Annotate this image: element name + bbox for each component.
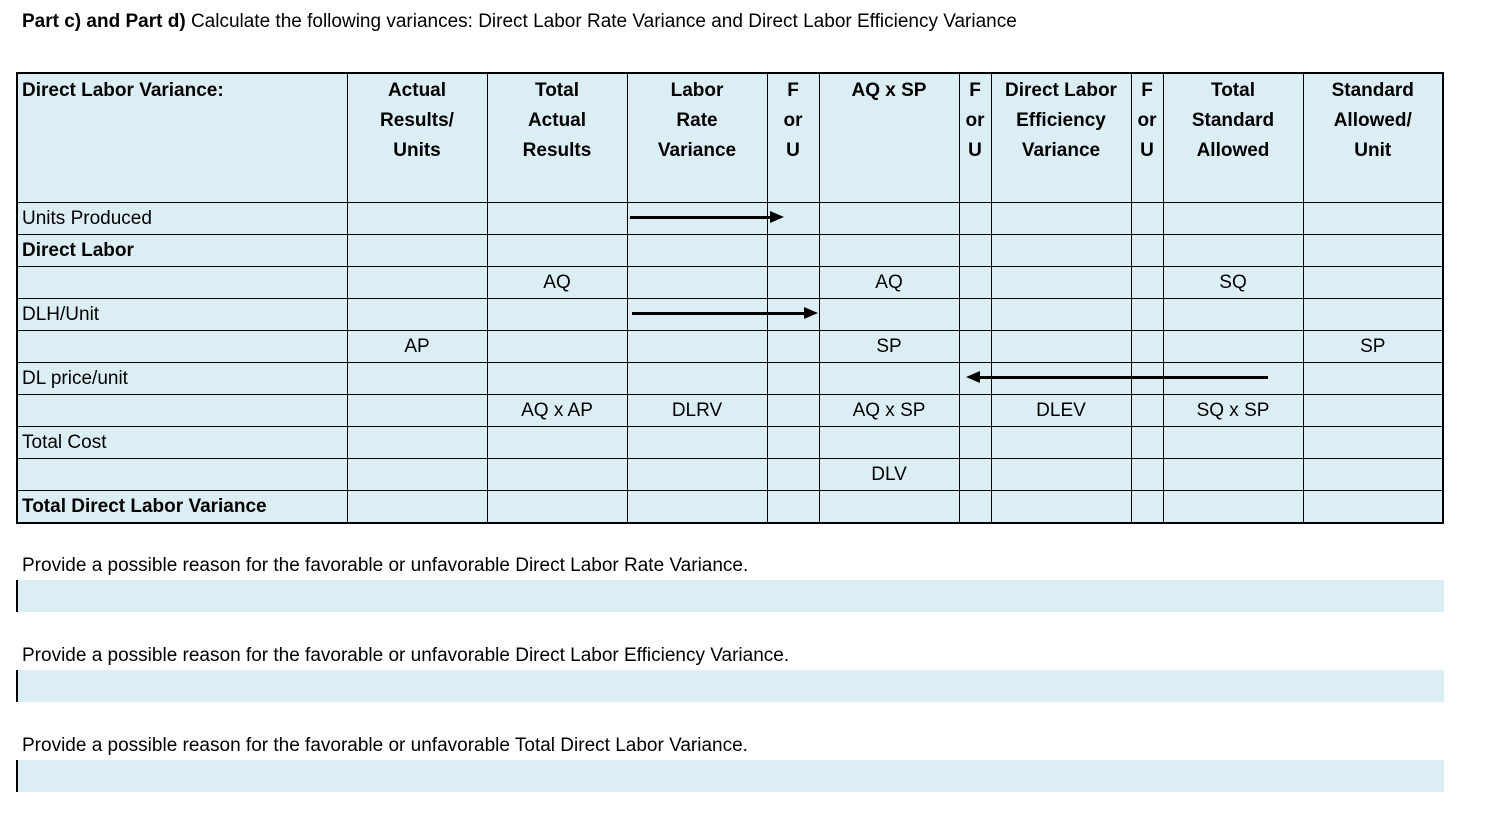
table-cell[interactable] bbox=[991, 203, 1131, 235]
table-cell[interactable] bbox=[627, 491, 767, 524]
table-row bbox=[17, 459, 1443, 491]
table-cell[interactable] bbox=[1303, 491, 1443, 524]
table-cell[interactable]: AQ x AP bbox=[487, 395, 627, 427]
table-cell[interactable] bbox=[487, 363, 627, 395]
table-cell[interactable] bbox=[1131, 395, 1163, 427]
table-cell[interactable] bbox=[819, 491, 959, 524]
table-cell[interactable] bbox=[627, 427, 767, 459]
table-cell[interactable] bbox=[991, 459, 1131, 491]
row-label-direct-labor: Direct Labor bbox=[17, 235, 347, 267]
answer-efficiency-variance-input[interactable] bbox=[16, 670, 1444, 702]
table-cell[interactable]: AQ bbox=[819, 267, 959, 299]
table-cell[interactable] bbox=[1303, 267, 1443, 299]
table-cell[interactable] bbox=[1131, 427, 1163, 459]
table-cell[interactable] bbox=[347, 363, 487, 395]
table-cell[interactable]: SP bbox=[1303, 331, 1443, 363]
table-cell[interactable] bbox=[627, 235, 767, 267]
table-cell[interactable]: AQ x SP bbox=[819, 395, 959, 427]
table-cell[interactable] bbox=[1163, 235, 1303, 267]
table-cell[interactable]: SP bbox=[819, 331, 959, 363]
table-cell[interactable]: AQ bbox=[487, 267, 627, 299]
table-cell[interactable] bbox=[991, 331, 1131, 363]
table-cell[interactable] bbox=[1303, 363, 1443, 395]
table-cell[interactable] bbox=[1163, 203, 1303, 235]
table-cell[interactable] bbox=[819, 363, 959, 395]
table-cell[interactable] bbox=[819, 427, 959, 459]
table-cell[interactable] bbox=[819, 299, 959, 331]
table-cell[interactable]: SQ bbox=[1163, 267, 1303, 299]
table-cell[interactable] bbox=[1303, 235, 1443, 267]
table-cell[interactable] bbox=[767, 491, 819, 524]
table-row bbox=[17, 299, 1443, 331]
question-efficiency-variance: Provide a possible reason for the favorable or unfavorable Direct Labor Efficiency Variance. bbox=[22, 645, 790, 666]
table-cell[interactable] bbox=[487, 299, 627, 331]
table-cell[interactable] bbox=[627, 203, 767, 235]
table-cell[interactable] bbox=[347, 395, 487, 427]
table-cell[interactable] bbox=[347, 427, 487, 459]
table-cell[interactable] bbox=[347, 299, 487, 331]
table-cell[interactable] bbox=[487, 491, 627, 524]
table-cell[interactable] bbox=[627, 267, 767, 299]
header-aq-x-sp: AQ x SP bbox=[819, 73, 959, 203]
header-direct-labor-efficiency-variance: Direct Labor Efficiency Variance bbox=[991, 73, 1131, 203]
table-cell[interactable] bbox=[487, 203, 627, 235]
table-row bbox=[17, 203, 1443, 235]
right-arrow-icon bbox=[632, 312, 814, 315]
row-label-blank bbox=[17, 395, 347, 427]
table-cell[interactable] bbox=[1131, 331, 1163, 363]
table-row bbox=[17, 395, 1443, 427]
table-cell[interactable] bbox=[487, 331, 627, 363]
table-cell[interactable] bbox=[1131, 459, 1163, 491]
table-cell[interactable] bbox=[959, 427, 991, 459]
table-cell[interactable] bbox=[347, 267, 487, 299]
table-row bbox=[17, 331, 1443, 363]
table-cell[interactable] bbox=[1131, 267, 1163, 299]
table-cell[interactable] bbox=[347, 235, 487, 267]
table-cell[interactable] bbox=[959, 491, 991, 524]
header-actual-results-units: Actual Results/ Units bbox=[347, 73, 487, 203]
table-row bbox=[17, 267, 1443, 299]
table-cell[interactable] bbox=[487, 459, 627, 491]
heading-part-label: Part c) and Part d) bbox=[22, 11, 186, 32]
table-cell[interactable] bbox=[991, 299, 1131, 331]
row-label-dl-price-unit: DL price/unit bbox=[17, 363, 347, 395]
table-cell[interactable]: DLV bbox=[819, 459, 959, 491]
table-cell[interactable] bbox=[347, 459, 487, 491]
header-total-actual-results: Total Actual Results bbox=[487, 73, 627, 203]
table-cell[interactable] bbox=[991, 491, 1131, 524]
row-label-blank bbox=[17, 331, 347, 363]
table-cell[interactable] bbox=[767, 203, 819, 235]
table-cell[interactable] bbox=[1131, 235, 1163, 267]
table-cell[interactable] bbox=[1131, 491, 1163, 524]
table-cell[interactable] bbox=[1163, 491, 1303, 524]
table-cell[interactable] bbox=[959, 459, 991, 491]
header-f-or-u-mid: F or U bbox=[959, 73, 991, 203]
table-cell[interactable] bbox=[1303, 395, 1443, 427]
answer-total-variance-input[interactable] bbox=[16, 760, 1444, 792]
table-cell[interactable] bbox=[959, 267, 991, 299]
table-cell[interactable] bbox=[1163, 427, 1303, 459]
table-cell[interactable] bbox=[1131, 203, 1163, 235]
table-cell[interactable]: SQ x SP bbox=[1163, 395, 1303, 427]
table-cell[interactable] bbox=[487, 427, 627, 459]
header-f-or-u-rate: F or U bbox=[767, 73, 819, 203]
direct-labor-variance-table bbox=[16, 72, 1444, 524]
table-cell[interactable] bbox=[819, 235, 959, 267]
left-arrow-icon bbox=[970, 376, 1268, 379]
table-cell[interactable] bbox=[959, 235, 991, 267]
header-standard-allowed-unit: Standard Allowed/ Unit bbox=[1303, 73, 1443, 203]
table-cell[interactable] bbox=[991, 235, 1131, 267]
table-cell[interactable] bbox=[1131, 299, 1163, 331]
table-row bbox=[17, 363, 1443, 395]
table-cell[interactable] bbox=[1303, 427, 1443, 459]
table-cell[interactable]: DLEV bbox=[991, 395, 1131, 427]
table-cell[interactable] bbox=[767, 427, 819, 459]
table-cell[interactable] bbox=[959, 299, 991, 331]
table-cell[interactable] bbox=[487, 235, 627, 267]
table-cell[interactable] bbox=[767, 267, 819, 299]
row-label-blank bbox=[17, 459, 347, 491]
table-cell[interactable]: AP bbox=[347, 331, 487, 363]
row-label-total-cost: Total Cost bbox=[17, 427, 347, 459]
table-row bbox=[17, 491, 1443, 524]
table-cell[interactable] bbox=[767, 331, 819, 363]
answer-rate-variance-input[interactable] bbox=[16, 580, 1444, 612]
table-cell[interactable] bbox=[1303, 299, 1443, 331]
row-label-dlh-unit: DLH/Unit bbox=[17, 299, 347, 331]
table-cell[interactable] bbox=[991, 267, 1131, 299]
table-cell[interactable] bbox=[347, 491, 487, 524]
table-row bbox=[17, 427, 1443, 459]
table-cell[interactable] bbox=[1163, 299, 1303, 331]
row-label-total-direct-labor-variance: Total Direct Labor Variance bbox=[17, 491, 347, 524]
table-cell[interactable] bbox=[627, 299, 767, 331]
table-title-cell: Direct Labor Variance: bbox=[17, 73, 347, 203]
table-cell[interactable] bbox=[1303, 459, 1443, 491]
table-cell[interactable] bbox=[1163, 331, 1303, 363]
table-cell[interactable] bbox=[1303, 203, 1443, 235]
heading-instructions: Calculate the following variances: Direct Labor Rate Variance and Direct Labor Efficiency Variance bbox=[190, 11, 1017, 32]
table-cell[interactable] bbox=[767, 235, 819, 267]
header-total-standard-allowed: Total Standard Allowed bbox=[1163, 73, 1303, 203]
table-cell[interactable] bbox=[767, 395, 819, 427]
table-cell[interactable] bbox=[959, 363, 991, 395]
table-cell[interactable] bbox=[959, 395, 991, 427]
table-cell[interactable]: DLRV bbox=[627, 395, 767, 427]
right-arrow-icon bbox=[630, 216, 780, 219]
table-cell[interactable] bbox=[819, 203, 959, 235]
table-cell[interactable] bbox=[767, 459, 819, 491]
row-label-blank bbox=[17, 267, 347, 299]
page-heading bbox=[22, 11, 1017, 33]
table-row bbox=[17, 235, 1443, 267]
question-total-variance: Provide a possible reason for the favorable or unfavorable Total Direct Labor Variance. bbox=[22, 735, 748, 756]
table-cell[interactable] bbox=[959, 203, 991, 235]
table-cell[interactable] bbox=[767, 363, 819, 395]
table-cell[interactable] bbox=[347, 203, 487, 235]
table-header-row bbox=[17, 73, 1443, 203]
question-rate-variance: Provide a possible reason for the favorable or unfavorable Direct Labor Rate Variance. bbox=[22, 555, 749, 576]
table-cell[interactable] bbox=[627, 459, 767, 491]
table-cell[interactable] bbox=[959, 331, 991, 363]
row-label-units-produced: Units Produced bbox=[17, 203, 347, 235]
header-labor-rate-variance: Labor Rate Variance bbox=[627, 73, 767, 203]
table-cell[interactable] bbox=[1163, 459, 1303, 491]
table-cell[interactable] bbox=[627, 331, 767, 363]
header-f-or-u-efficiency: F or U bbox=[1131, 73, 1163, 203]
table-cell[interactable] bbox=[991, 427, 1131, 459]
table-cell[interactable] bbox=[627, 363, 767, 395]
